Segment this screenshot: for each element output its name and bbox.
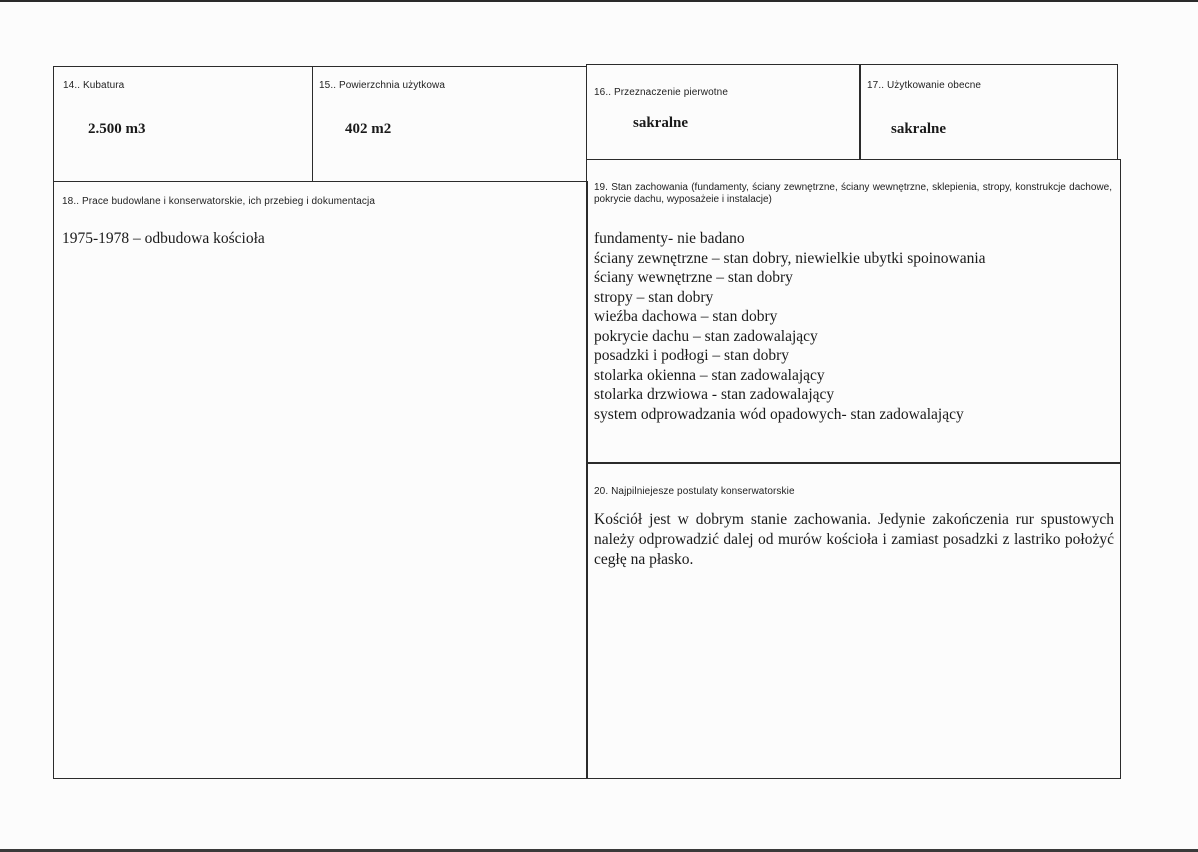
label-prace-budowlane: 18.. Prace budowlane i konserwatorskie, ich przebieg i dokumentacja	[62, 196, 375, 207]
list-item: system odprowadzania wód opadowych- stan zadowalający	[594, 405, 964, 423]
value-powierzchnia: 402 m2	[345, 121, 392, 137]
value-uzytkowanie: sakralne	[891, 121, 947, 137]
value-przeznaczenie: sakralne	[633, 115, 689, 131]
list-item: ściany wewnętrzne – stan dobry	[594, 269, 793, 286]
cell-prace-budowlane	[53, 181, 588, 779]
value-prace-budowlane: 1975-1978 – odbudowa kościoła	[62, 230, 265, 247]
scan-edge-top	[0, 0, 1198, 2]
label-stan-zachowania: 19. Stan zachowania (fundamenty, ściany zewnętrzne, ściany wewnętrzne, sklepienia, stropy, konstrukcje dachowe, pokrycie dachu, wyposażeie i instalacje)	[594, 182, 1112, 205]
value-postulaty: Kościół jest w dobrym stanie zachowania. Jedynie zakończenia rur spustowych należy odprowadzić dalej od murów kościoła i zamiast posadzki z lastriko położyć cegłę na płasko.	[594, 511, 1114, 568]
list-stan-zachowania	[594, 229, 986, 424]
cell-przeznaczenie	[586, 64, 861, 160]
list-item: stropy – stan dobry	[594, 288, 714, 306]
list-item: fundamenty- nie badano	[594, 230, 745, 247]
cell-uzytkowanie	[859, 64, 1118, 160]
list-item: pokrycie dachu – stan zadowalający	[594, 327, 818, 345]
label-przeznaczenie: 16.. Przeznaczenie pierwotne	[594, 87, 728, 98]
label-uzytkowanie: 17.. Użytkowanie obecne	[867, 80, 982, 91]
list-item: posadzki i podłogi – stan dobry	[594, 347, 790, 364]
label-kubatura: 14.. Kubatura	[63, 80, 125, 91]
list-item: ściany zewnętrzne – stan dobry, niewielkie ubytki spoinowania	[594, 249, 986, 267]
list-item: stolarka okienna – stan zadowalający	[594, 366, 825, 384]
value-kubatura: 2.500 m3	[88, 121, 146, 137]
list-item: wieźba dachowa – stan dobry	[594, 308, 778, 325]
label-powierzchnia: 15.. Powierzchnia użytkowa	[319, 80, 445, 91]
list-item: stolarka drzwiowa - stan zadowalający	[594, 386, 835, 403]
label-postulaty: 20. Najpilniejesze postulaty konserwatorskie	[594, 486, 795, 497]
